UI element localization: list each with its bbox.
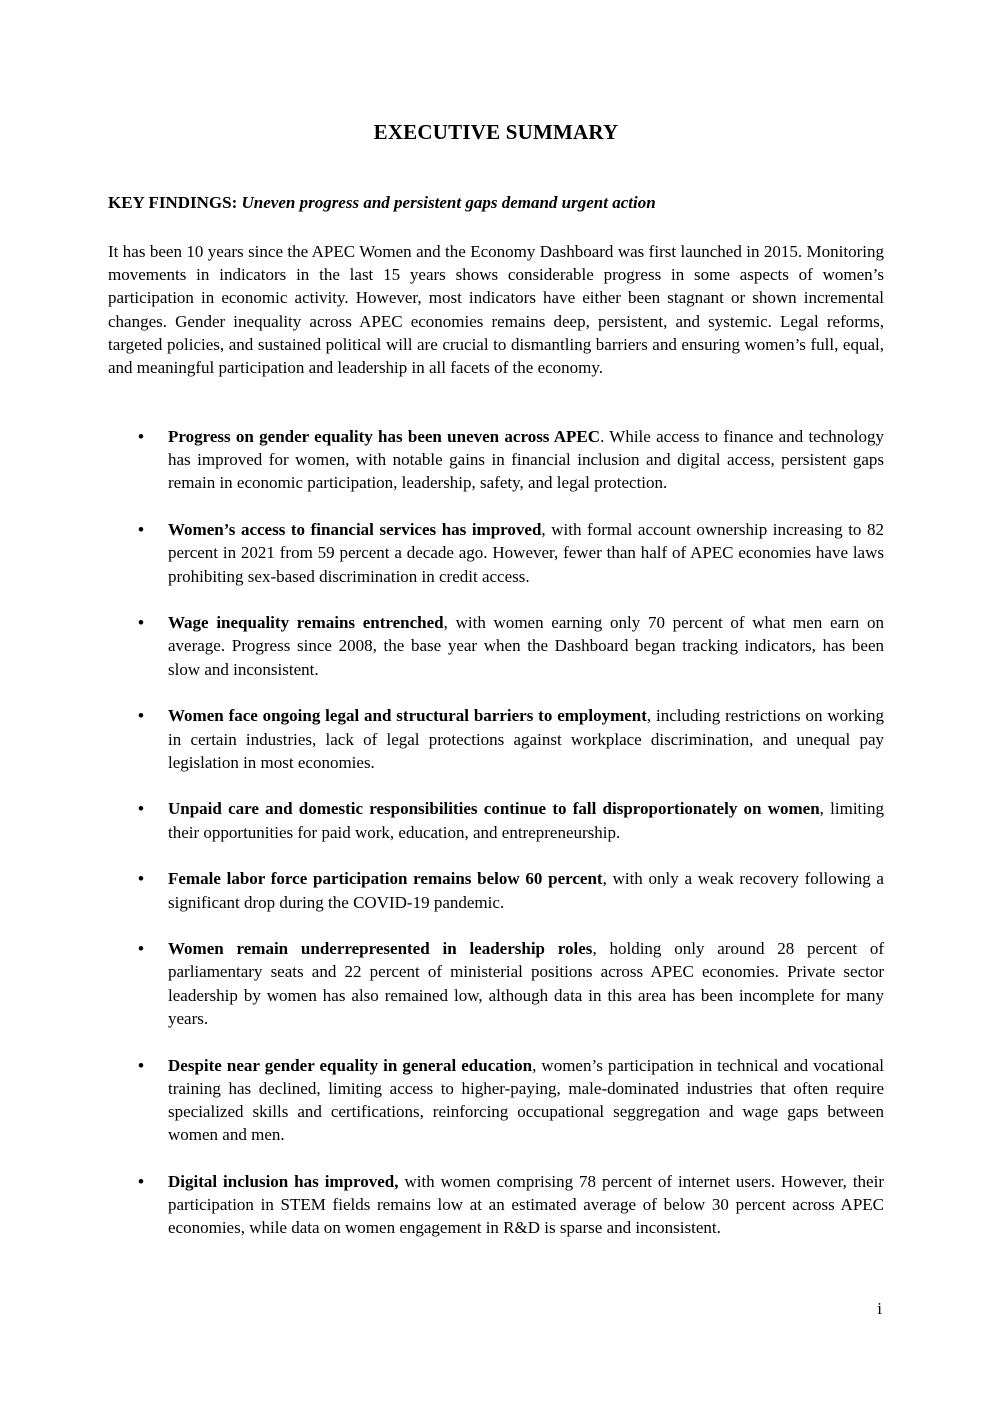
- bullet-icon: •: [138, 939, 144, 959]
- page-title: EXECUTIVE SUMMARY: [373, 120, 619, 144]
- finding-lead: Despite near gender equality in general education: [168, 1055, 533, 1075]
- finding-text: , with only a weak recovery following a significant drop during the COVID-19 pandemic.: [168, 869, 884, 912]
- finding-item: [108, 518, 884, 588]
- finding-item: [108, 937, 884, 1030]
- finding-lead: Women face ongoing legal and structural barriers to employment: [168, 706, 647, 726]
- finding-text: , with women earning only 70 percent of what men earn on average. Progress since 2008, the base year when the Dashboard began tracking indicators, has been slow and inconsistent.: [168, 613, 884, 679]
- finding-text: , including restrictions on working in certain industries, lack of legal protections against workplace discrimination, and unequal pay legislation in most economies.: [168, 706, 884, 772]
- finding-lead: Wage inequality remains entrenched: [168, 613, 444, 633]
- bullet-icon: •: [138, 869, 144, 889]
- finding-text: , with formal account ownership increasing to 82 percent in 2021 from 59 percent a decade ago. However, fewer than half of APEC economies have laws prohibiting sex-based discrimination in credit access.: [168, 520, 884, 586]
- key-findings-heading: [108, 193, 884, 213]
- finding-item: [108, 797, 884, 843]
- finding-text: . While access to finance and technology has improved for women, with notable gains in financial inclusion and digital access, persistent gaps remain in economic participation, leadership, safety, and legal protection.: [168, 427, 884, 493]
- bullet-icon: •: [138, 799, 144, 819]
- finding-lead: Digital inclusion has improved,: [168, 1171, 399, 1191]
- finding-item: [108, 425, 884, 495]
- finding-lead: Progress on gender equality has been uneven across APEC: [168, 427, 601, 446]
- key-findings-label: KEY FINDINGS:: [108, 193, 238, 212]
- findings-list: [108, 425, 884, 1263]
- bullet-icon: •: [138, 520, 144, 540]
- finding-text: , women’s participation in technical and vocational training has declined, limiting access to higher-paying, male-dominated industries that often require specialized skills and certifications, reinforcing occupational seggregation and wage gaps between women and men.: [168, 1055, 884, 1145]
- intro-paragraph: It has been 10 years since the APEC Women and the Economy Dashboard was first launched in 2015. Monitoring movements in indicators in the last 15 years shows considerable progress in some aspects of women’s participation in economic activity. However, most indicators have either been stagnant or shown incremental changes. Gender inequality across APEC economies remains deep, persistent, and systemic. Legal reforms, targeted policies, and sustained political will are crucial to dismantling barriers and ensuring women’s full, equal, and meaningful participation and leadership in all facets of the economy.: [108, 242, 884, 378]
- bullet-icon: •: [138, 1171, 144, 1191]
- bullet-icon: •: [138, 613, 144, 633]
- finding-text: , limiting their opportunities for paid work, education, and entrepreneurship.: [168, 799, 884, 842]
- finding-lead: Women remain underrepresented in leadership roles: [168, 939, 593, 959]
- key-findings-subtitle: Uneven progress and persistent gaps demand urgent action: [241, 193, 656, 212]
- finding-item: [108, 1170, 884, 1240]
- finding-lead: Female labor force participation remains below 60 percent: [168, 869, 603, 889]
- finding-item: [108, 1054, 884, 1147]
- finding-item: [108, 611, 884, 681]
- bullet-icon: •: [138, 1055, 144, 1075]
- finding-lead: Unpaid care and domestic responsibilities continue to fall disproportionately on women: [168, 799, 820, 819]
- page-number: i: [877, 1299, 882, 1318]
- finding-text: with women comprising 78 percent of internet users. However, their participation in STEM fields remains low at an estimated average of below 30 percent across APEC economies, while data on women engagement in R&D is sparse and inconsistent.: [168, 1171, 884, 1238]
- finding-item: [108, 867, 884, 913]
- finding-lead: Women’s access to financial services has improved: [168, 520, 542, 540]
- finding-item: [108, 704, 884, 774]
- bullet-icon: •: [138, 706, 144, 726]
- bullet-icon: •: [138, 427, 144, 446]
- finding-text: , holding only around 28 percent of parliamentary seats and 22 percent of ministerial positions across APEC economies. Private sector leadership by women has also remained low, although data in this area has been incomplete for many years.: [168, 939, 885, 1028]
